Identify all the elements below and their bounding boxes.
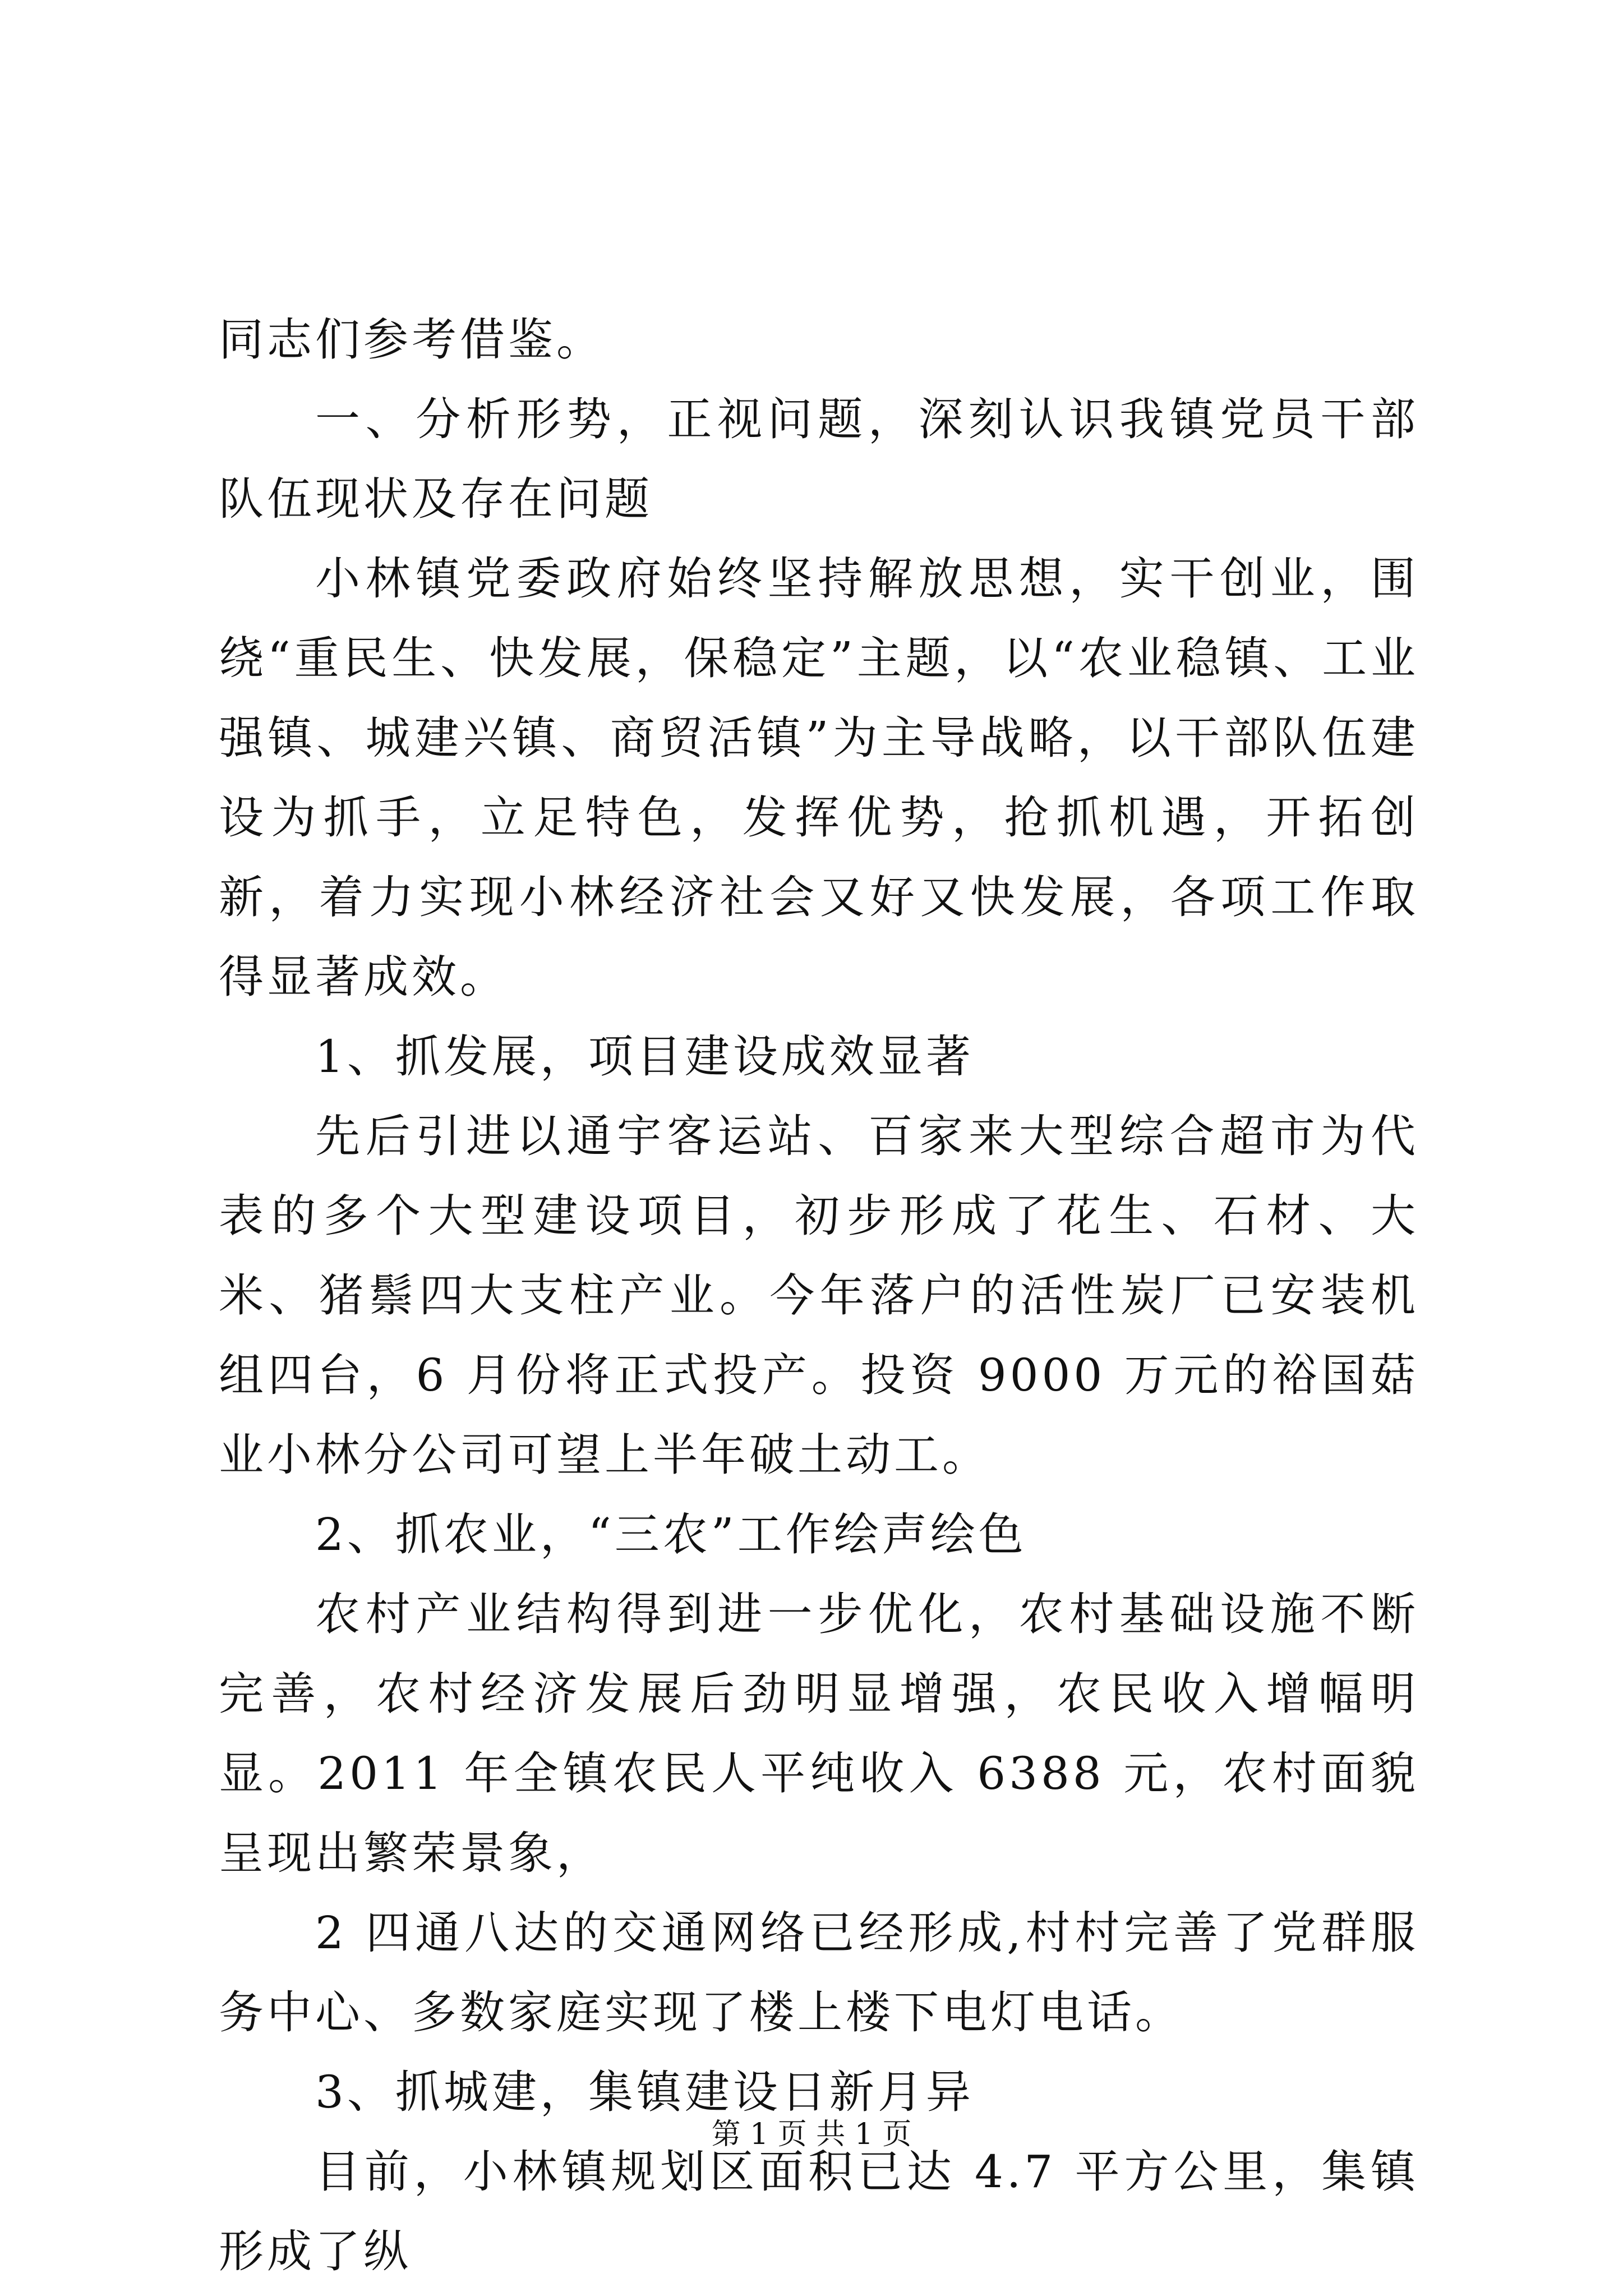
subheading-1: 1、抓发展，项目建设成效显著 [315, 1030, 974, 1083]
paragraph-4: 农村产业结构得到进一步优化，农村基础设施不断完善，农村经济发展后劲明显增强，农民收入增幅明显。2011 年全镇农民人平纯收入 6388 元，农村面貌呈现出繁荣景象， [219, 1588, 1419, 1879]
page-footer: 第 1 页 共 1 页 [711, 2118, 912, 2151]
section-heading-1: 一、分析形势，正视问题，深刻认识我镇党员干部队伍现状及存在问题 [219, 393, 1419, 525]
subheading-2: 2、抓农业，“三农”工作绘声绘色 [315, 1508, 1027, 1561]
subheading-3: 3、抓城建，集镇建设日新月异 [315, 2066, 974, 2118]
paragraph-6: 目前，小林镇规划区面积已达 4.7 平方公里，集镇形成了纵 [219, 2146, 1419, 2277]
paragraph-3: 先后引进以通宇客运站、百家来大型综合超市为代表的多个大型建设项目，初步形成了花生、石材、大米、猪鬃四大支柱产业。今年落户的活性炭厂已安装机组四台，6 月份将正式投产。投资 9000 万元的裕国菇业小林分公司可望上半年破土动工。 [219, 1110, 1419, 1481]
paragraph-2: 小林镇党委政府始终坚持解放思想，实干创业，围绕“重民生、快发展，保稳定”主题，以“农业稳镇、工业强镇、城建兴镇、商贸活镇”为主导战略，以干部队伍建设为抓手，立足特色，发挥优势，抢抓机遇，开拓创新，着力实现小林经济社会又好又快发展，各项工作取得显著成效。 [219, 553, 1419, 1003]
document-body [219, 300, 1419, 2292]
paragraph-5: 2 四通八达的交通网络已经形成,村村完善了党群服务中心、多数家庭实现了楼上楼下电灯电话。 [219, 1907, 1419, 2039]
paragraph-1: 同志们参考借鉴。 [219, 314, 605, 366]
